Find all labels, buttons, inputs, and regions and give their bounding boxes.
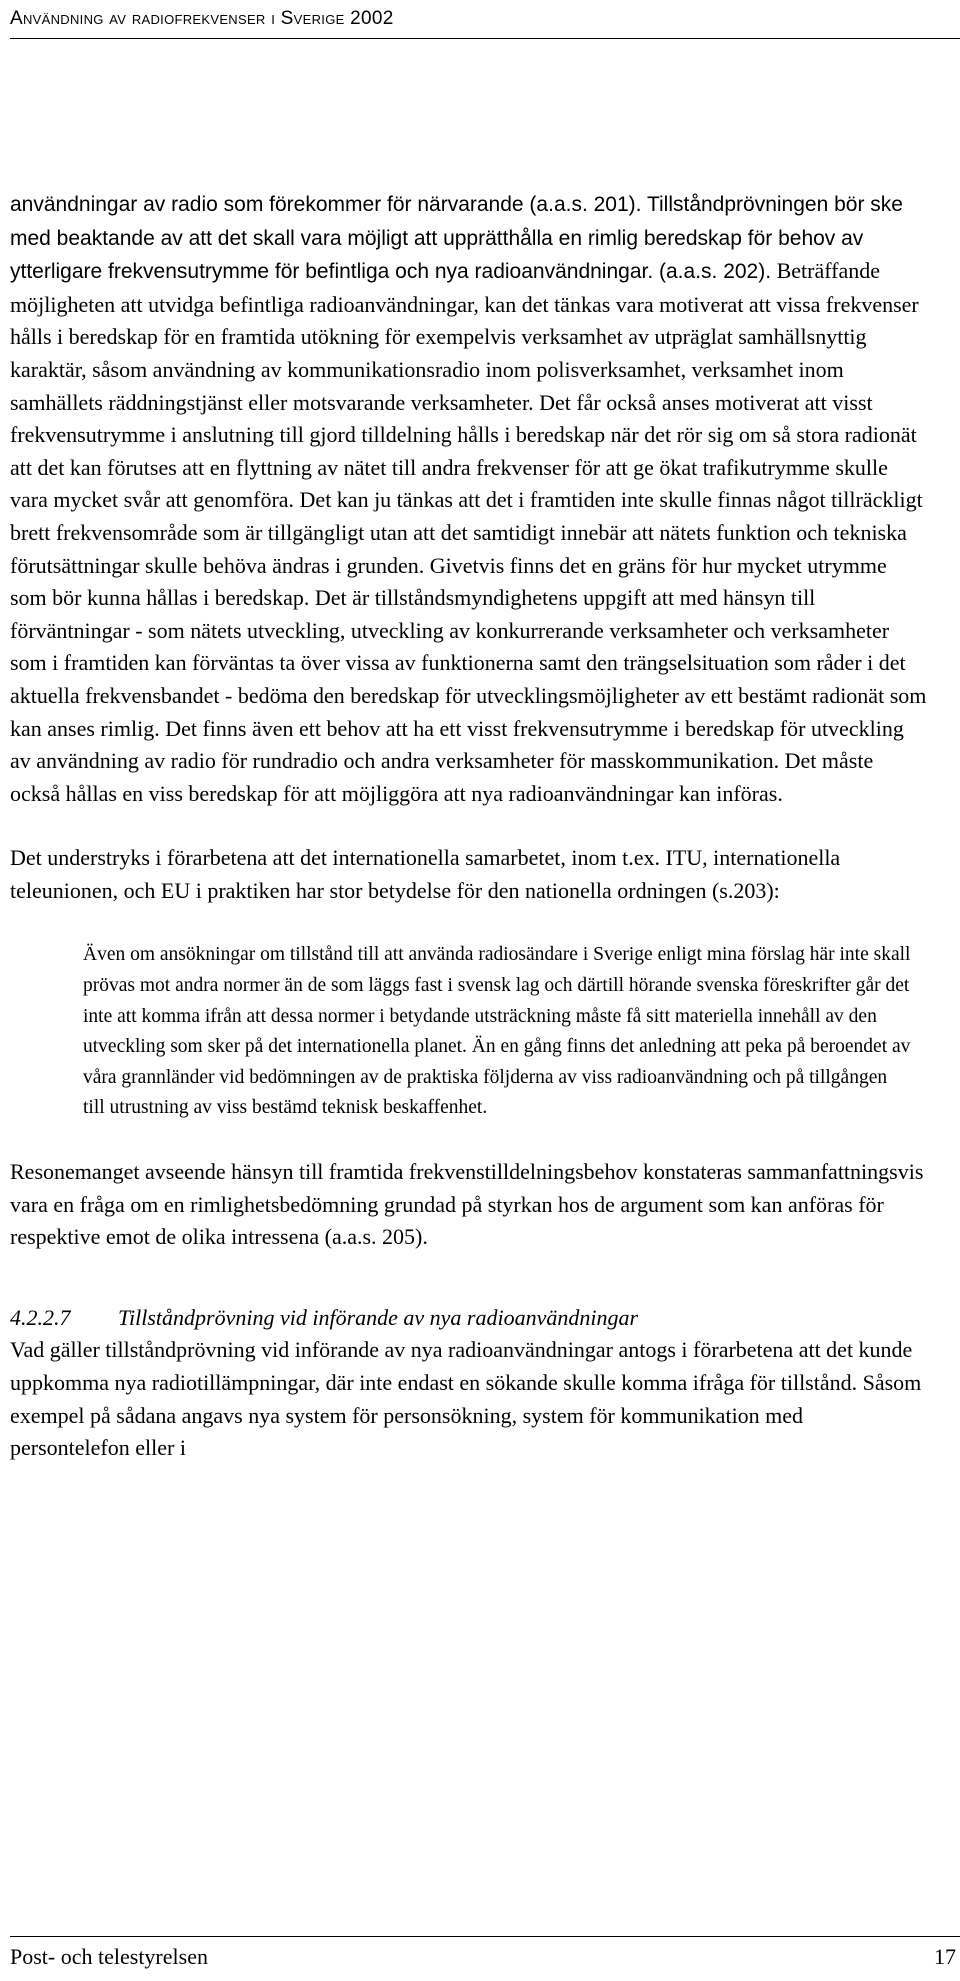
- paragraph-text-serif: Beträffande möjligheten att utvidga befintliga radioanvändningar, kan det tänkas vara motiverat att vissa frekvenser hålls i beredskap för en framtida utökning för exempelvis verksamhet av utpräglat samhällsnyttig karaktär, såsom användning av kommunikationsradio inom polisverksamhet, verksamhet inom samhällets räddningstjänst eller motsvarande verksamheter. Det får också anses motiverat att visst frekvensutrymme i anslutning till gjord tilldelning hålls i beredskap när det rör sig om så stora radionät att det kan förutses att en flyttning av nätet till andra frekvenser för att ge ökat trafikutrymme skulle vara mycket svår att genomföra. Det kan ju tänkas att det i framtiden inte skulle finnas något tillräckligt brett frekvensområde som är tillgängligt utan att det samtidigt innebär att nätets funktion och tekniska förutsättningar skulle behöva ändras i grunden. Givetvis finns det en gräns för hur mycket utrymme som bör kunna hållas i beredskap. Det är tillståndsmyndighetens uppgift att med hänsyn till förväntningar - som nätets utveckling, utveckling av konkurrerande verksamheter och verksamheter som i framtiden kan förväntas ta över vissa av funktionerna samt den trängselsituation som råder i det aktuella frekvensbandet - bedöma den beredskap för utvecklingsmöjligheter av ett bestämt radionät som kan anses rimlig. Det finns även ett behov att ha ett visst frekvensutrymme i beredskap för utveckling av användning av radio för rundradio och andra verksamheter för masskommunikation. Det måste också hållas en viss beredskap för att möjliggöra att nya radioanvändningar kan införas.: [10, 258, 927, 806]
- page-number: 17: [934, 1944, 956, 1969]
- paragraph-text-sans: användningar av radio som förekommer för närvarande (a.a.s. 201). Tillståndprövningen bör ske med beaktande av att det skall vara möjligt att upprätthålla en rimlig beredskap för behov av ytterligare frekvensutrymme för befintliga och nya radioanvändningar. (a.a.s. 202).: [10, 193, 903, 284]
- block-quote: Även om ansökningar om tillstånd till att använda radiosändare i Sverige enligt mina förslag här inte skall prövas mot andra normer än de som läggs fast i svensk lag och därtill hörande svenska föreskrifter går det inte att komma ifrån att dessa normer i betydande utsträckning måste få sitt materiella innehåll av den utveckling som sker på det internationella planet. Än en gång finns det anledning att peka på beroendet av våra grannländer vid bedömningen av de praktiska följderna av viss radioanvändning och på tillgången till utrustning av viss bestämd teknisk beskaffenhet.: [83, 944, 911, 1119]
- footer-publisher: Post- och telestyrelsen: [10, 1944, 208, 1969]
- paragraph-international-cooperation: Det understryks i förarbetena att det internationella samarbetet, inom t.ex. ITU, internationella teleunionen, och EU i praktiken har stor betydelse för den nationella ordningen (s.203):: [10, 845, 841, 903]
- section-heading: [10, 1302, 928, 1335]
- section-title: Tillståndprövning vid införande av nya radioanvändningar: [118, 1304, 639, 1330]
- header-divider: [10, 38, 960, 39]
- paragraph-new-radio-uses: Vad gäller tillståndprövning vid införande av nya radioanvändningar antogs i förarbetena att det kunde uppkomma nya radiotillämpningar, där inte endast en sökande skulle komma ifråga för tillstånd. Såsom exempel på sådana angavs nya system för personsökning, system för kommunikation med persontelefon eller i: [10, 1337, 922, 1461]
- paragraph-summary: Resonemanget avseende hänsyn till framtida frekvenstilldelningsbehov konstateras sammanfattningsvis vara en fråga om en rimlighetsbedömning grundad på styrkan hos de argument som kan anföras för respektive emot de olika intressena (a.a.s. 205).: [10, 1159, 924, 1250]
- paragraph-frequency-reserve: [10, 188, 928, 810]
- footer-divider: [10, 1936, 960, 1937]
- running-header: Användning av radiofrekvenser i Sverige 2002: [10, 8, 394, 29]
- document-body: [10, 188, 928, 1465]
- section-number: 4.2.2.7: [10, 1304, 71, 1330]
